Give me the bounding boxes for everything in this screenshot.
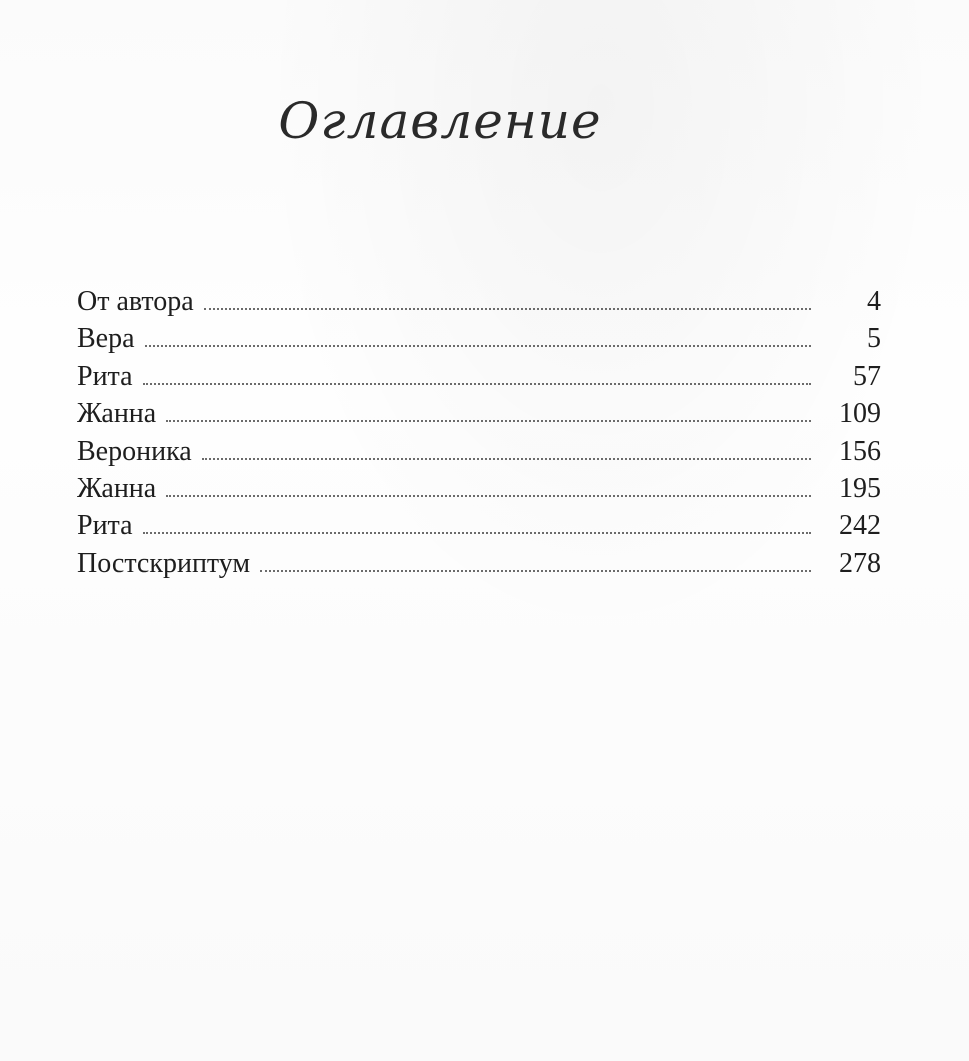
toc-entry <box>77 433 881 470</box>
toc-entry <box>77 395 881 432</box>
table-of-contents <box>77 283 881 582</box>
dot-leader <box>143 383 811 385</box>
dot-leader <box>260 570 811 572</box>
toc-entry <box>77 358 881 395</box>
dot-leader <box>202 458 811 460</box>
toc-entry <box>77 545 881 582</box>
toc-entry-page-number: 109 <box>839 398 881 430</box>
toc-entry-page-number: 278 <box>839 547 881 579</box>
toc-entry-page-number: 5 <box>867 323 881 355</box>
toc-entry-title: Жанна <box>77 472 157 504</box>
dot-leader <box>166 495 811 497</box>
dot-leader <box>166 420 811 422</box>
toc-entry <box>77 470 881 507</box>
toc-entry-title: Постскриптум <box>77 547 251 579</box>
toc-entry <box>77 507 881 544</box>
toc-entry-title: От автора <box>77 286 194 317</box>
toc-entry-title: Вера <box>77 323 135 355</box>
toc-entry-title: Рита <box>77 510 133 542</box>
toc-entry-page-number: 4 <box>867 286 881 317</box>
toc-entry <box>77 320 881 357</box>
toc-entry-title: Жанна <box>77 398 157 430</box>
dot-leader <box>145 345 811 347</box>
toc-entry <box>77 283 881 320</box>
dot-leader <box>204 308 811 310</box>
toc-entry-page-number: 195 <box>839 472 881 504</box>
toc-entry-page-number: 156 <box>839 435 881 467</box>
toc-entry-title: Рита <box>77 360 133 392</box>
toc-entry-page-number: 57 <box>853 360 881 392</box>
toc-entry-title: Вероника <box>77 435 192 467</box>
dot-leader <box>143 532 811 534</box>
toc-entry-page-number: 242 <box>839 510 881 542</box>
page-title: Оглавление <box>278 92 602 150</box>
